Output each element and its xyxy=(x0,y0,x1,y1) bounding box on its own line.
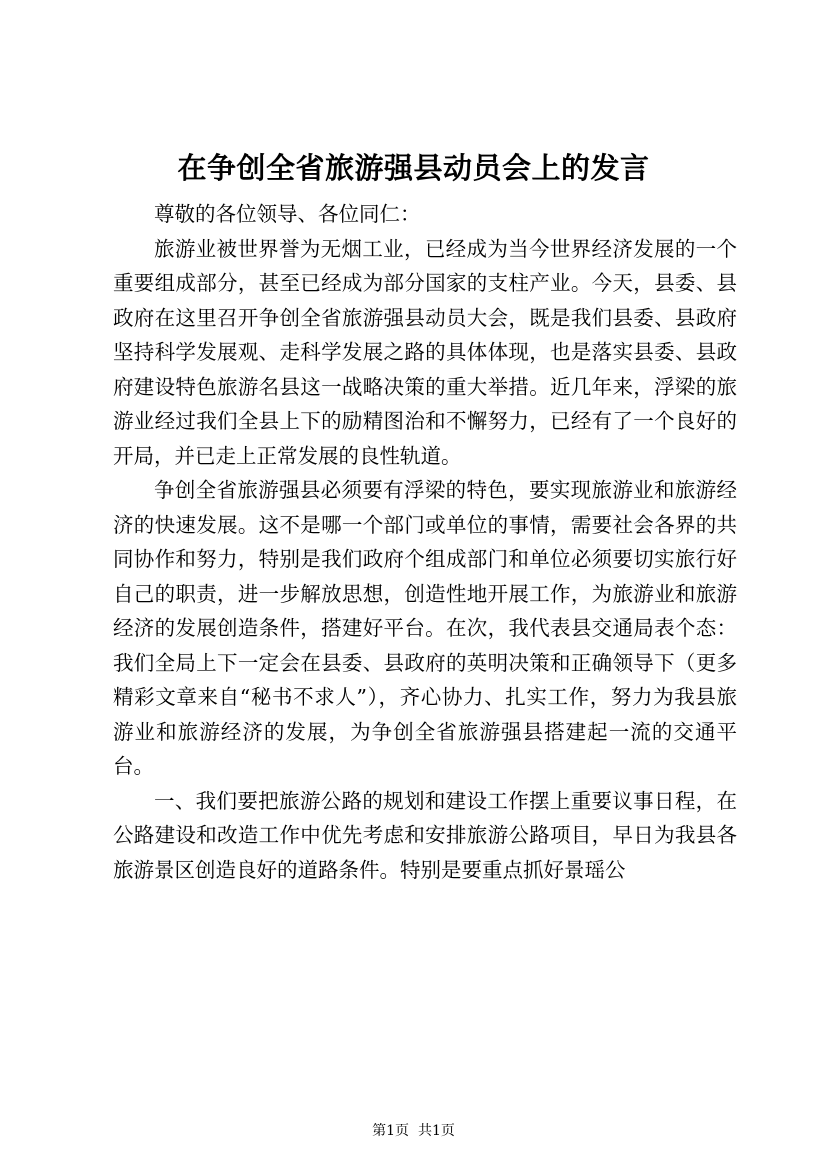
document-title: 在争创全省旅游强县动员会上的发言 xyxy=(177,151,650,185)
paragraph-2: 争创全省旅游强县必须要有浮梁的特色，要实现旅游业和旅游经济的快速发展。这不是哪一个部门或单位的事情，需要社会各界的共同协作和努力，特别是我们政府个组成部门和单位必须要切实旅行好自己的职责，进一步解放思想，创造性地开展工作，为旅游业和旅游经济的发展创造条件，搭建好平台。在次，我代表县交通局表个态：我们全局上下一定会在县委、县政府的英明决策和正确领导下（更多精彩文章来自“秘书不求人”），齐心协力、扎实工作，努力为我县旅游业和旅游经济的发展，为争创全省旅游强县搭建起一流的交通平台。 xyxy=(113,478,737,778)
paragraph-3: 一、我们要把旅游公路的规划和建设工作摆上重要议事日程，在公路建设和改造工作中优先考虑和安排旅游公路项目，早日为我县各旅游景区创造良好的道路条件。特别是要重点抓好景瑶公 xyxy=(113,788,737,882)
paragraph-1: 旅游业被世界誉为无烟工业，已经成为当今世界经济发展的一个重要组成部分，甚至已经成为部分国家的支柱产业。今天，县委、县政府在这里召开争创全省旅游强县动员大会，既是我们县委、县政府坚持科学发展观、走科学发展之路的具体体现，也是落实县委、县政府建设特色旅游名县这一战略决策的重大举措。近几年来，浮梁的旅游业经过我们全县上下的励精图治和不懈努力，已经有了一个良好的开局，并已走上正常发展的良性轨道。 xyxy=(113,236,737,468)
document-body xyxy=(113,197,737,887)
greeting-line: 尊敬的各位领导、各位同仁： xyxy=(154,202,421,226)
page-footer: 第1页 共1页 xyxy=(372,1123,455,1139)
